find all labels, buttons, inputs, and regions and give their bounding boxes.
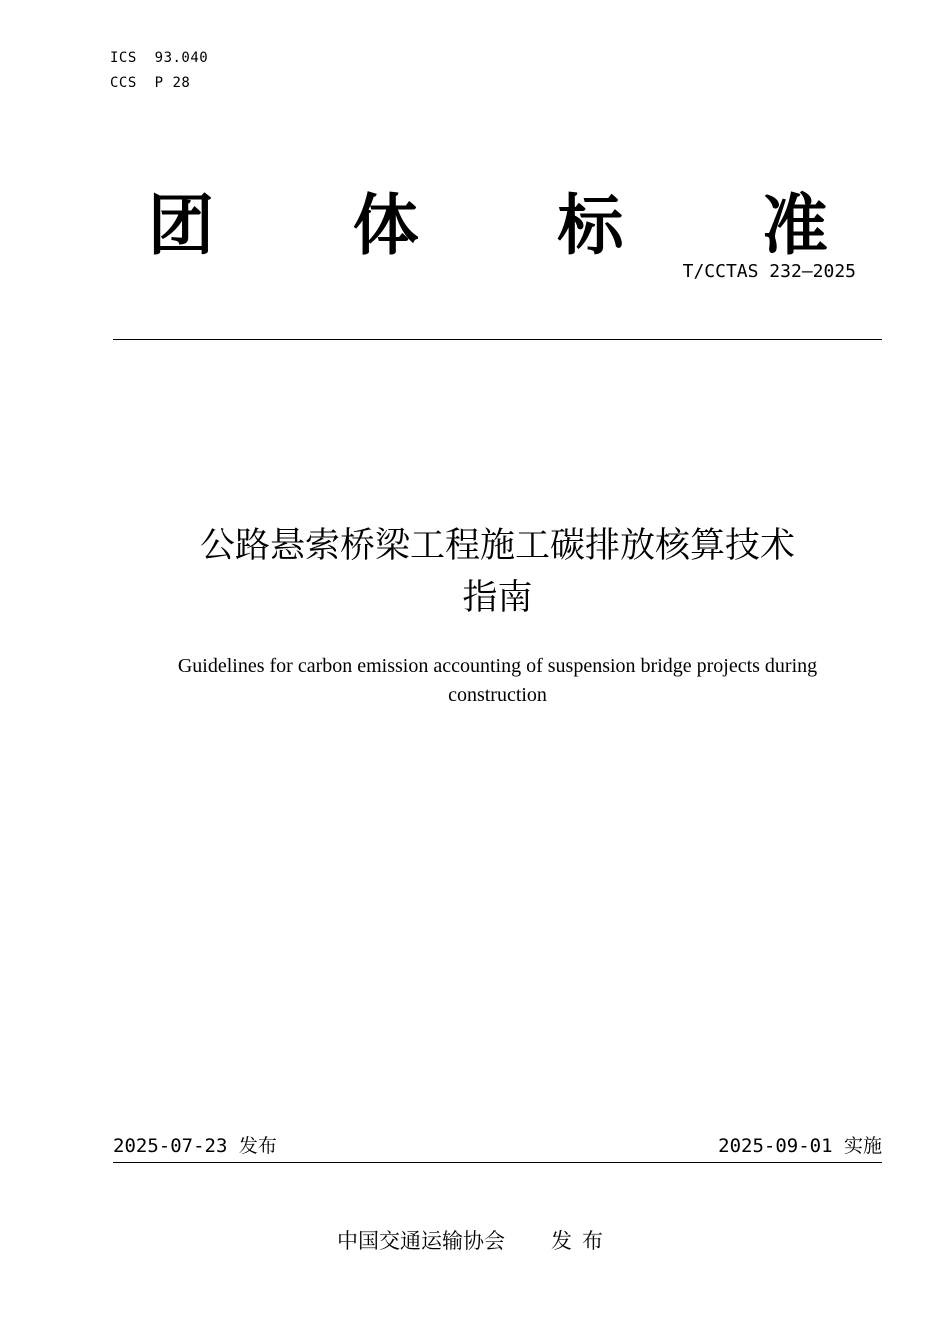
standard-type-char: 体	[352, 187, 419, 264]
standard-type-char: 准	[761, 187, 828, 264]
title-chinese-line: 公路悬索桥梁工程施工碳排放核算技术	[199, 526, 795, 566]
title-chinese	[100, 520, 895, 624]
title-english-line: Guidelines for carbon emission accounting of suspension bridge projects during	[177, 655, 818, 677]
date-row	[113, 1132, 882, 1160]
publisher-line	[0, 1226, 950, 1256]
bottom-divider	[113, 1162, 882, 1163]
top-divider	[113, 339, 882, 340]
standard-type-char: 标	[557, 187, 624, 264]
publisher-action: 发布	[551, 1229, 613, 1253]
standard-number: T/CCTAS 232—2025	[682, 261, 856, 282]
implementation-date: 2025-09-01 实施	[718, 1135, 882, 1157]
standard-type-heading	[148, 186, 828, 266]
title-english-line: construction	[448, 684, 547, 706]
title-english	[100, 652, 895, 710]
issue-date: 2025-07-23 发布	[113, 1135, 277, 1157]
ccs-code: CCS P 28	[110, 75, 191, 91]
classification-codes	[110, 46, 208, 96]
standard-type-char: 团	[148, 187, 214, 264]
publisher-organization: 中国交通运输协会	[337, 1229, 505, 1253]
title-chinese-line: 指南	[462, 578, 533, 618]
ics-code: ICS 93.040	[110, 50, 209, 66]
